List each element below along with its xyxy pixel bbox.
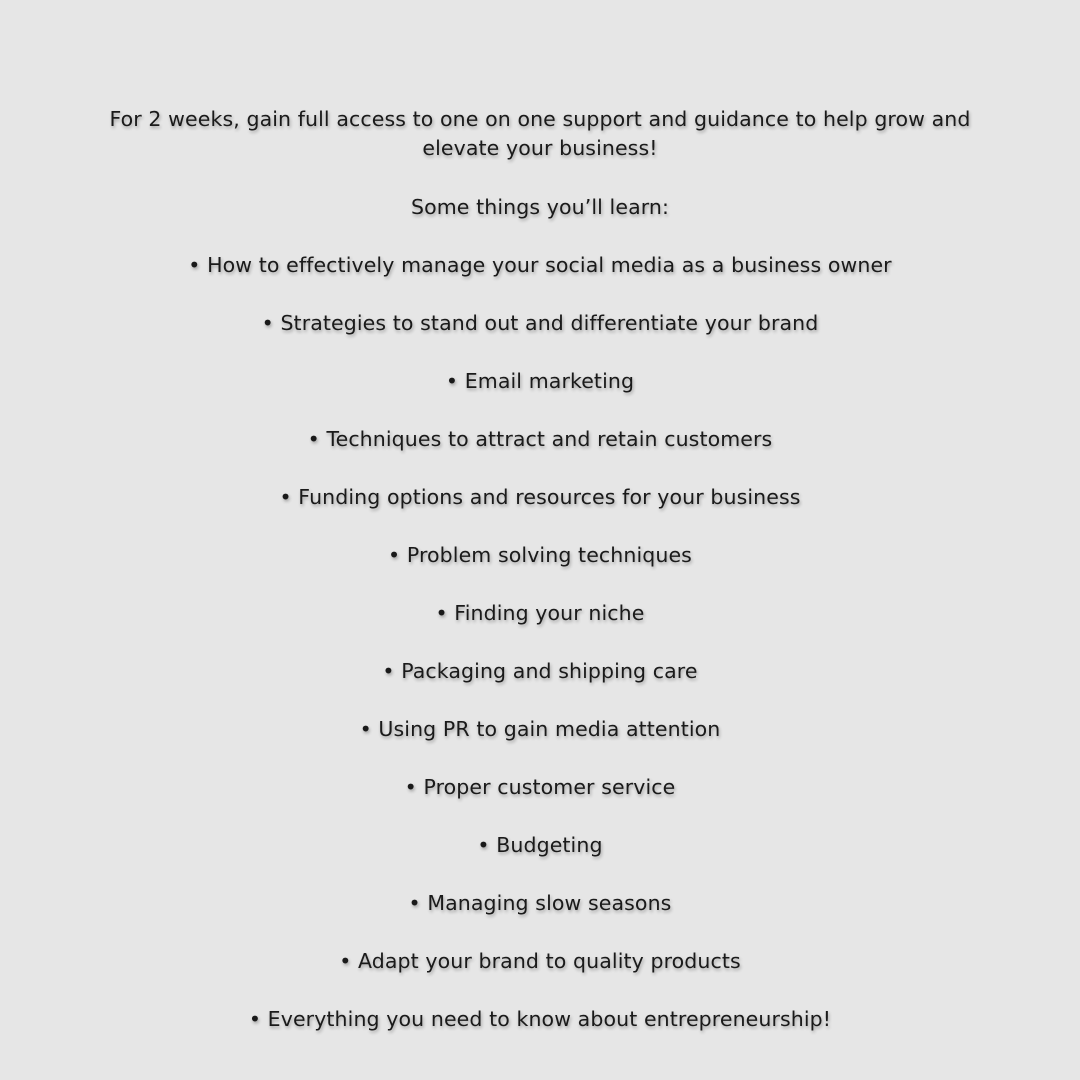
list-item: • Managing slow seasons	[408, 891, 672, 915]
intro-text: For 2 weeks, gain full access to one on one support and guidance to help grow and elevate your business!	[109, 107, 971, 160]
list-item: • Budgeting	[477, 833, 603, 857]
list-item: • Proper customer service	[404, 775, 676, 799]
list-item: • How to effectively manage your social media as a business owner	[188, 253, 892, 277]
list-item: • Packaging and shipping care	[382, 659, 698, 683]
subheading: Some things you’ll learn:	[410, 195, 669, 219]
list-item: • Email marketing	[445, 369, 635, 393]
list-item: • Using PR to gain media attention	[359, 717, 721, 741]
list-item: • Funding options and resources for your business	[279, 485, 801, 509]
list-item: • Problem solving techniques	[388, 543, 692, 567]
list-item: • Techniques to attract and retain customers	[307, 427, 773, 451]
list-item: • Strategies to stand out and differentiate your brand	[261, 311, 819, 335]
list-item: • Adapt your brand to quality products	[339, 949, 741, 973]
list-item: • Finding your niche	[435, 601, 645, 625]
list-item: • Everything you need to know about entrepreneurship!	[248, 1007, 832, 1031]
